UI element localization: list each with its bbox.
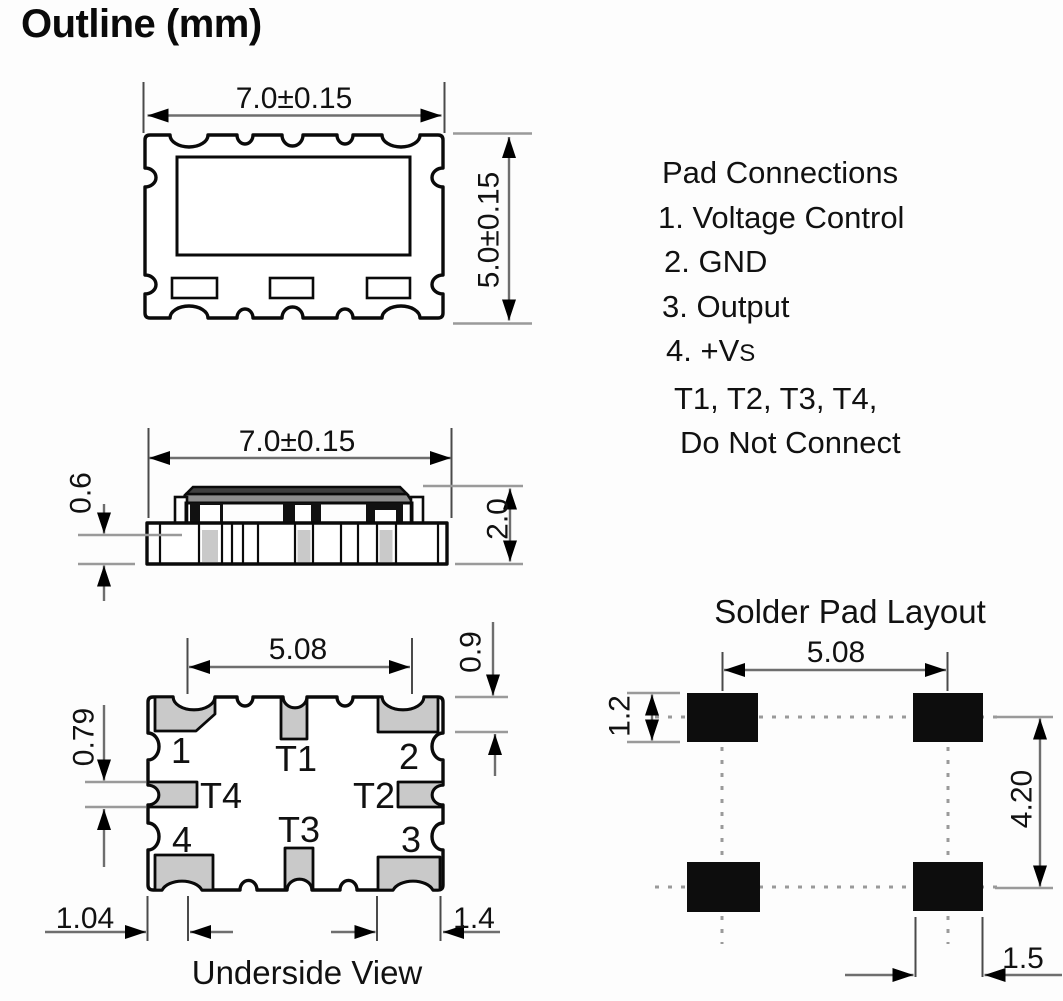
top-view [144, 82, 533, 324]
page-title: Outline (mm) [21, 2, 262, 46]
underside-corner-pad-width-dim: 1.4 [453, 902, 495, 935]
castellation-fill-1 [202, 530, 218, 562]
top-view-height-dim: 5.0±0.15 [472, 171, 506, 289]
pad-connection-note-line2: Do Not Connect [680, 425, 901, 460]
pad-t2 [398, 782, 443, 807]
pad-label-t1: T1 [274, 738, 318, 779]
pad-t4 [148, 782, 197, 807]
pad-3 [378, 857, 440, 890]
solder-pad-layout-title: Solder Pad Layout [714, 593, 986, 630]
side-view-slot-3 [375, 510, 396, 523]
side-view-lid-upper [186, 487, 407, 494]
top-view-window-1 [172, 278, 217, 298]
side-view-height-dim: 2.0 [481, 498, 515, 540]
vs-subscript: S [739, 340, 756, 367]
side-view-slot-1 [200, 505, 220, 523]
top-view-width-dim: 7.0±0.15 [235, 82, 353, 115]
pad-connection-item-4: 4. +VS [666, 333, 756, 368]
pad-label-t2: T2 [352, 775, 396, 816]
pad-connection-note-line1: T1, T2, T3, T4, [674, 380, 878, 416]
solder-pad-width-dim: 1.5 [1002, 942, 1044, 975]
side-view-width-dim: 7.0±0.15 [238, 425, 356, 458]
side-view [65, 425, 524, 601]
pad-connection-item-2: 2. GND [664, 244, 768, 279]
solder-pad-height-dim: 1.2 [603, 695, 637, 737]
solder-pad-top-right [913, 693, 983, 742]
pad-t3 [285, 848, 313, 890]
underside-pad-pitch-dim: 5.08 [268, 633, 328, 666]
side-view-slot-2 [295, 505, 311, 523]
pad-t1 [281, 697, 307, 739]
pad-label-t4: T4 [199, 775, 243, 816]
underside-view [45, 622, 508, 991]
side-view-base [147, 523, 447, 564]
underside-left-offset-dim: 1.04 [55, 902, 115, 935]
solder-pad-pitch-y-dim: 4.20 [1005, 769, 1039, 829]
castellation-fill-2 [298, 530, 311, 562]
solder-pad-bottom-right [913, 862, 983, 911]
solder-pad-bottom-left [687, 862, 760, 912]
underside-view-caption: Underside View [191, 954, 423, 991]
underside-top-pad-depth-dim: 0.9 [454, 631, 488, 673]
pad-label-2: 2 [398, 736, 420, 777]
solder-pad-layout [604, 593, 1063, 977]
pad-label-3: 3 [400, 819, 422, 860]
pad-connection-item-3: 3. Output [662, 288, 790, 324]
pad-connections-heading: Pad Connections [662, 155, 899, 190]
pad-4 [155, 855, 213, 890]
pad-connection-item-1: 1. Voltage Control [658, 199, 905, 235]
pad-2 [378, 697, 438, 732]
solder-pad-pitch-x-dim: 5.08 [806, 636, 866, 669]
top-view-window-2 [270, 278, 313, 298]
top-view-window-3 [367, 278, 410, 298]
pad-label-1: 1 [170, 730, 192, 771]
underside-side-pad-height-dim: 0.79 [67, 707, 101, 767]
pad-label-t3: T3 [277, 809, 321, 850]
pad-label-4: 4 [171, 819, 193, 860]
solder-pad-top-left [687, 693, 758, 742]
castellation-fill-3 [380, 530, 393, 562]
side-view-base-dim: 0.6 [64, 472, 98, 514]
